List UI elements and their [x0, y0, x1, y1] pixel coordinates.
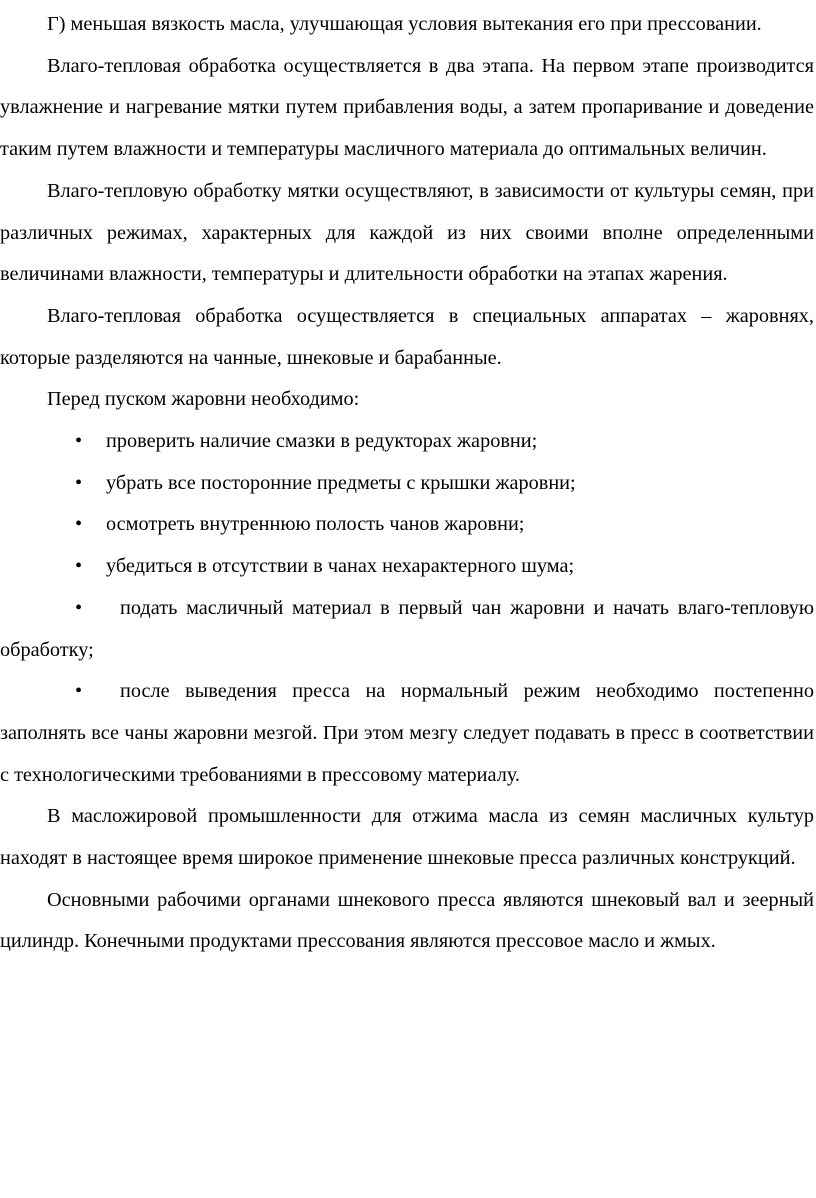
- list-item: [0, 546, 814, 588]
- list-item: [0, 671, 814, 796]
- paragraph-viscosity: Г) меньшая вязкость масла, улучшающая условия вытекания его при прессовании.: [47, 13, 762, 35]
- list-item-text: подать масличный материал в первый чан жаровни и начать влаго-тепловую обработку;: [0, 596, 814, 661]
- startup-checklist: [0, 421, 814, 796]
- paragraph-treatment-modes: Влаго-тепловую обработку мятки осуществляют, в зависимости от культуры семян, при различных режимах, характерных для каждой из них своими вполне определенными величинами влажности, температуры и длительности обработки на этапах жарения.: [0, 179, 814, 286]
- list-item: [0, 421, 814, 463]
- bullet-icon: •: [75, 471, 83, 494]
- paragraph-treatment-stages: Влаго-тепловая обработка осуществляется в два этапа. На первом этапе производится увлажнение и нагревание мятки путем прибавления воды, а затем пропаривание и доведение таким путем влажности и температуры масличного материала до оптимальных величин.: [0, 54, 814, 161]
- list-item-text: осмотреть внутреннюю полость чанов жаровни;: [106, 513, 525, 536]
- list-item: [0, 463, 814, 505]
- bullet-icon: •: [75, 513, 83, 536]
- list-item-text: проверить наличие смазки в редукторах жаровни;: [106, 430, 538, 453]
- list-item-text: убедиться в отсутствии в чанах нехарактерного шума;: [106, 555, 575, 578]
- bullet-icon: •: [75, 430, 83, 453]
- list-item: [0, 504, 814, 546]
- paragraph-startup-intro: Перед пуском жаровни необходимо:: [47, 388, 360, 411]
- paragraph-roasters: Влаго-тепловая обработка осуществляется в специальных аппаратах – жаровнях, которые разделяются на чанные, шнековые и барабанные.: [0, 304, 814, 369]
- bullet-icon: •: [75, 596, 83, 619]
- list-item-text: после выведения пресса на нормальный режим необходимо постепенно заполнять все чаны жаровни мезгой. При этом мезгу следует подавать в пресс в соответствии с технологическими требованиями в прессовому материалу.: [0, 680, 814, 786]
- bullet-icon: •: [75, 555, 83, 578]
- list-item: [0, 588, 814, 671]
- bullet-icon: •: [75, 680, 83, 703]
- list-item-text: убрать все посторонние предметы с крышки жаровни;: [106, 471, 576, 494]
- paragraph-press-components: Основными рабочими органами шнекового пресса являются шнековый вал и зеерный цилиндр. Конечными продуктами прессования являются прессовое масло и жмых.: [0, 888, 814, 953]
- paragraph-screw-presses: В масложировой промышленности для отжима масла из семян масличных культур находят в настоящее время широкое применение шнековые пресса различных конструкций.: [0, 805, 814, 870]
